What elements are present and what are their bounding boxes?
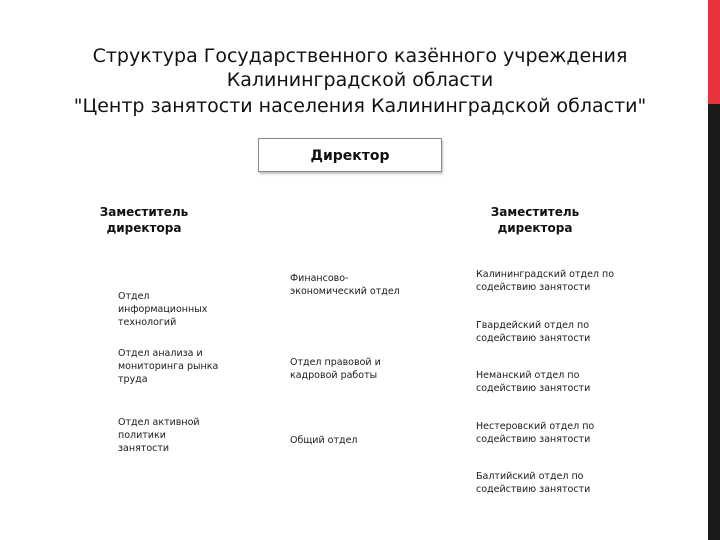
dept-line: Неманский отдел по (476, 370, 580, 381)
dept-line: кадровой работы (290, 370, 378, 381)
red-accent-bar (708, 0, 720, 104)
dept-line: содействию занятости (476, 484, 591, 495)
dept-active-employment-policy (118, 416, 200, 455)
dept-line: содействию занятости (476, 333, 591, 344)
dept-line: Балтийский отдел по (476, 471, 584, 482)
dept-line: информационных (118, 304, 208, 315)
dept-line: Отдел (118, 291, 150, 302)
dept-line: труда (118, 374, 148, 385)
dept-line: содействию занятости (476, 282, 591, 293)
dept-line: экономический отдел (290, 286, 400, 297)
deputy-left-line-1: Заместитель (99, 205, 189, 219)
deputy-left (74, 204, 214, 236)
dept-line: технологий (118, 317, 177, 328)
dept-nesterov-office (476, 420, 594, 446)
deputy-right-line-1: Заместитель (490, 205, 580, 219)
dept-line: содействию занятости (476, 383, 591, 394)
title-line-2: Калининградской области (226, 69, 494, 91)
dept-finance-economics (290, 272, 400, 298)
dept-line: Отдел правовой и (290, 357, 381, 368)
dept-baltiysk-office (476, 470, 590, 496)
dept-kaliningrad-office (476, 268, 614, 294)
dept-line: занятости (118, 443, 170, 454)
dept-legal-hr (290, 356, 381, 382)
dept-general (290, 434, 357, 447)
title-line-3: "Центр занятости населения Калининградской области" (73, 95, 647, 117)
dept-line: содействию занятости (476, 434, 591, 445)
deputy-right-line-2: директора (497, 221, 573, 235)
dept-line: Общий отдел (290, 435, 358, 446)
dept-gvardeysk-office (476, 319, 590, 345)
dept-line: Финансово- (290, 273, 349, 284)
deputy-left-line-2: директора (106, 221, 182, 235)
dept-line: Отдел активной (118, 417, 200, 428)
dept-line: политики (118, 430, 166, 441)
title-line-1: Структура Государственного казённого учреждения (92, 45, 628, 67)
director-box: Директор (258, 138, 442, 172)
dept-line: Нестеровский отдел по (476, 421, 595, 432)
deputy-right (465, 204, 605, 236)
dept-labor-market-analysis (118, 347, 218, 386)
dept-line: Гвардейский отдел по (476, 320, 590, 331)
dept-line: мониторинга рынка (118, 361, 219, 372)
dept-line: Калининградский отдел по (476, 269, 615, 280)
dept-line: Отдел анализа и (118, 348, 203, 359)
dept-it (118, 290, 207, 329)
dept-neman-office (476, 369, 590, 395)
